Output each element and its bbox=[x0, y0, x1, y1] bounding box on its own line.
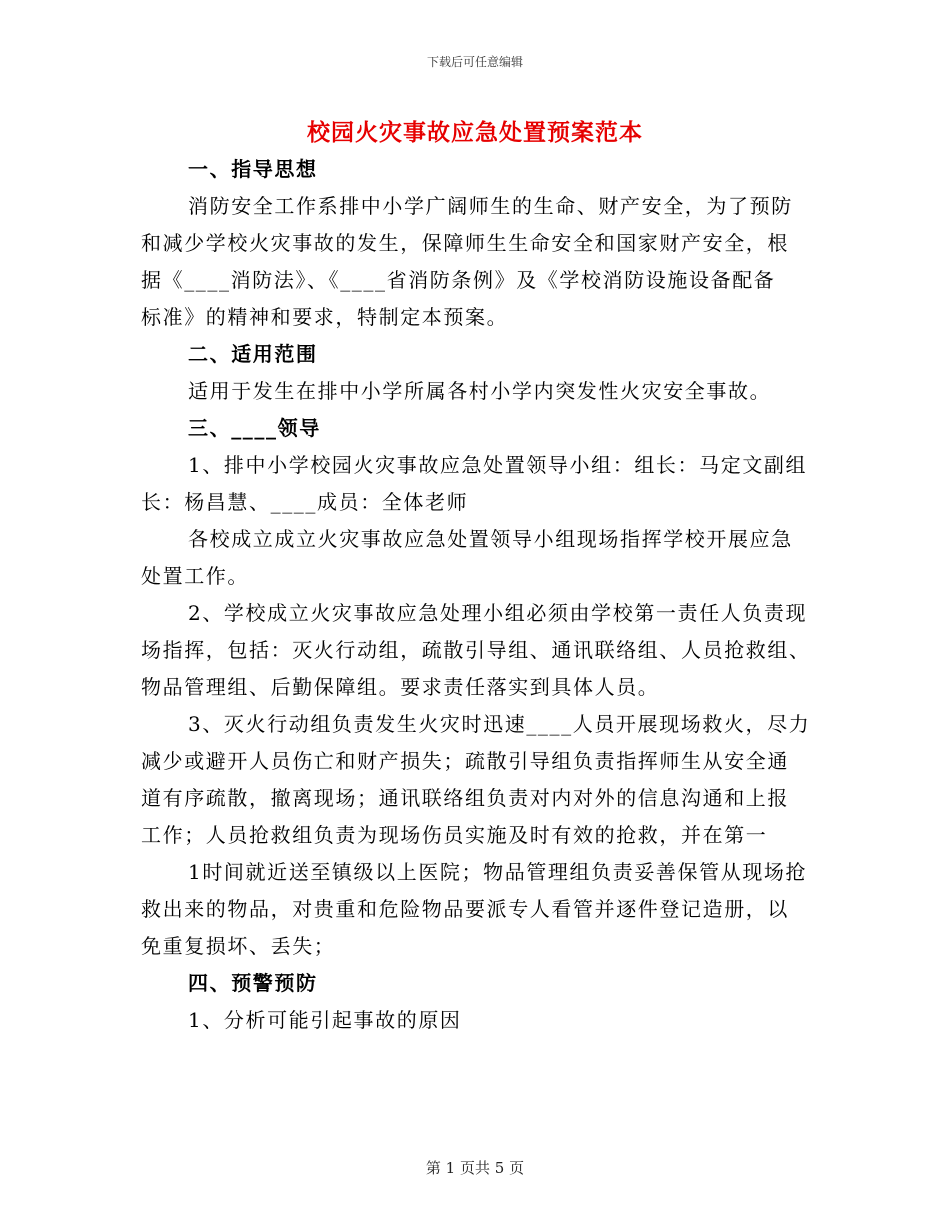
paragraph-line: 适用于发生在排中小学所属各村小学内突发性火灾安全事故。 bbox=[188, 379, 772, 403]
document-body bbox=[141, 151, 811, 1039]
paragraph-line: 减少或避开人员伤亡和财产损失；疏散引导组负责指挥师生从安全通 bbox=[141, 749, 789, 773]
paragraph-line: 3、灭火行动组负责发生火灾时迅速____人员开展现场救火，尽力 bbox=[188, 712, 811, 736]
paragraph-line: 各校成立成立火灾事故应急处置领导小组现场指挥学校开展应急 bbox=[188, 527, 793, 551]
paragraph-line: 2、学校成立火灾事故应急处理小组必须由学校第一责任人负责现 bbox=[188, 601, 808, 625]
paragraph-line: 道有序疏散，撤离现场；通讯联络组负责对内对外的信息沟通和上报 bbox=[141, 786, 789, 810]
page-footer: 第 1 页共 5 页 bbox=[425, 1159, 525, 1177]
paragraph-line: 处置工作。 bbox=[141, 564, 249, 588]
section-heading: 三、____领导 bbox=[188, 416, 321, 440]
paragraph-line: 和减少学校火灾事故的发生，保障师生生命安全和国家财产安全，根 bbox=[141, 231, 789, 255]
paragraph-line: 物品管理组、后勤保障组。要求责任落实到具体人员。 bbox=[141, 675, 660, 699]
section-heading: 一、指导思想 bbox=[188, 157, 318, 181]
paragraph-line: 标准》的精神和要求，特制定本预案。 bbox=[141, 305, 509, 329]
paragraph-line: 消防安全工作系排中小学广阔师生的生命、财产安全，为了预防 bbox=[188, 194, 793, 218]
paragraph-line: 救出来的物品，对贵重和危险物品要派专人看管并逐件登记造册，以 bbox=[141, 897, 789, 921]
paragraph-line: 据《____消防法》、《____省消防条例》及《学校消防设施设备配备 bbox=[141, 268, 776, 292]
section-heading: 四、预警预防 bbox=[188, 971, 318, 995]
section-heading: 二、适用范围 bbox=[188, 342, 318, 366]
paragraph-line: 1、分析可能引起事故的原因 bbox=[188, 1008, 462, 1032]
paragraph-line: 场指挥，包括：灭火行动组，疏散引导组、通讯联络组、人员抢救组、 bbox=[141, 638, 811, 662]
paragraph-line: 免重复损坏、丢失； bbox=[141, 934, 336, 958]
paragraph-line: 1时间就近送至镇级以上医院；物品管理组负责妥善保管从现场抢 bbox=[188, 860, 808, 884]
paragraph-line: 工作；人员抢救组负责为现场伤员实施及时有效的抢救，并在第一 bbox=[141, 823, 768, 847]
paragraph-line: 1、排中小学校园火灾事故应急处置领导小组：组长：马定文副组 bbox=[188, 453, 808, 477]
document-title: 校园火灾事故应急处置预案范本 bbox=[307, 119, 643, 146]
header-note: 下载后可任意编辑 bbox=[426, 55, 523, 69]
paragraph-line: 长：杨昌慧、____成员：全体老师 bbox=[141, 490, 469, 514]
